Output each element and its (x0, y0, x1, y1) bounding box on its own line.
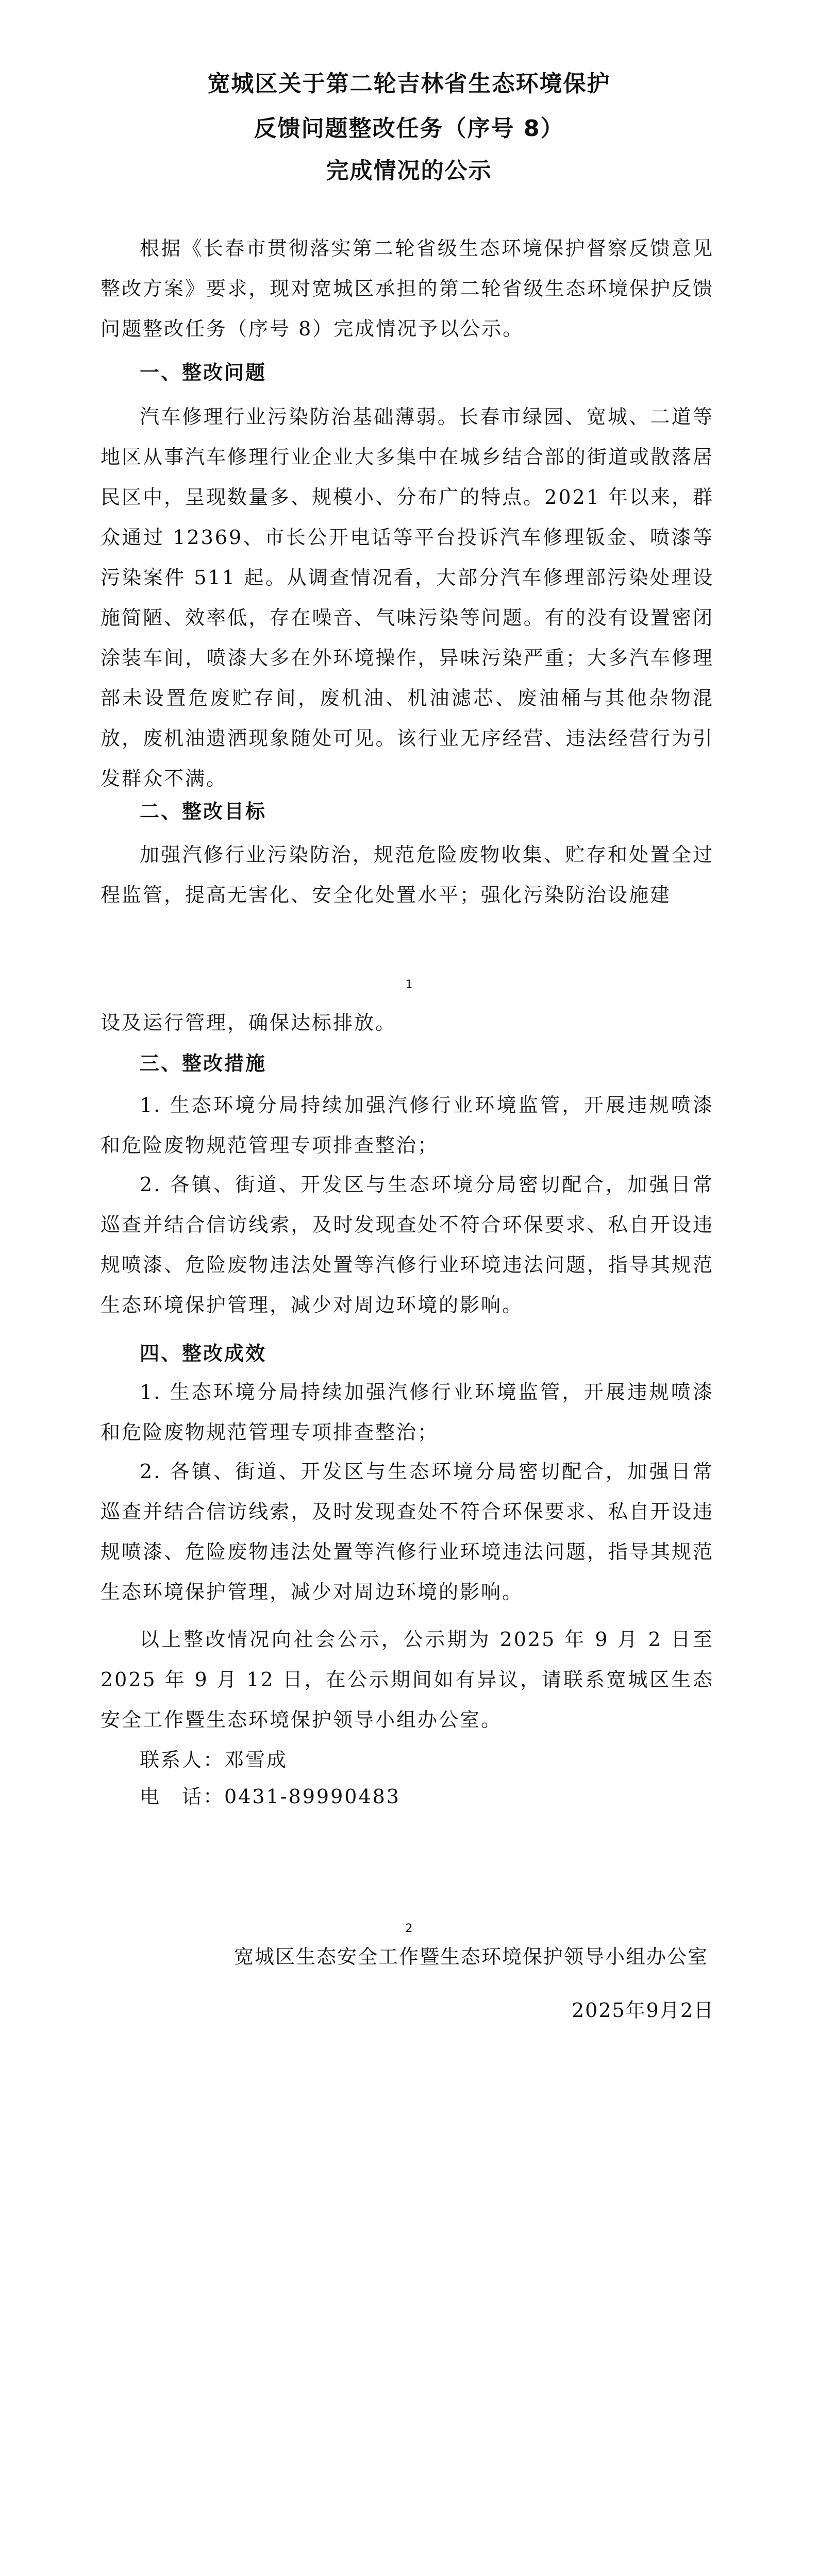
intro-paragraph: 根据《长春市贯彻落实第二轮省级生态环境保护督察反馈意见整改方案》要求，现对宽城区承担的第二轮省级生态环境保护反馈问题整改任务（序号 8）完成情况予以公示。 (101, 237, 714, 340)
contact-person-label: 联系人： (140, 1749, 225, 1771)
contact-phone-number: 0431-89990483 (224, 1785, 400, 1808)
results-item-1: 1. 生态环境分局持续加强汽修行业环境监管，开展违规喷漆和危险废物规范管理专项排查整治； (101, 1381, 714, 1444)
contact-person-name: 邓雪成 (224, 1749, 288, 1771)
contact-phone-label: 电 话： (140, 1785, 225, 1808)
document-title-line-1: 宽城区关于第二轮吉林省生态环境保护 (207, 71, 611, 97)
closing-paragraph: 以上整改情况向社会公示，公示期为 2025 年 9 月 2 日至 2025 年 9 月 12 日，在公示期间如有异议，请联系宽城区生态安全工作暨生态环境保护领导小组办公室。 (101, 1628, 714, 1731)
results-item-2: 2. 各镇、街道、开发区与生态环境分局密切配合，加强日常巡查并结合信访线索，及时发现查处不符合环保要求、私自开设违规喷漆、危险废物违法处置等汽修行业环境违法问题，指导其规范生态环境保护管理，减少对周边环境的影响。 (101, 1460, 714, 1603)
section-heading-goal: 二、整改目标 (140, 800, 267, 823)
page-number-1: 1 (405, 978, 413, 991)
measures-item-1: 1. 生态环境分局持续加强汽修行业环境监管，开展违规喷漆和危险废物规范管理专项排查整治； (101, 1094, 714, 1157)
section-heading-problem: 一、整改问题 (140, 361, 267, 384)
page-number-2: 2 (405, 1922, 413, 1935)
goal-paragraph: 加强汽修行业污染防治，规范危险废物收集、贮存和处置全过程监管，提高无害化、安全化处置水平；强化污染防治设施建 (101, 843, 714, 906)
measures-item-2: 2. 各镇、街道、开发区与生态环境分局密切配合，加强日常巡查并结合信访线索，及时发现查处不符合环保要求、私自开设违规喷漆、危险废物违法处置等汽修行业环境违法问题，指导其规范生态环境保护管理，减少对周边环境的影响。 (101, 1173, 714, 1316)
contact-person (140, 1744, 288, 1775)
document-title-line-3: 完成情况的公示 (326, 158, 492, 184)
signature-organization: 宽城区生态安全工作暨生态环境保护领导小组办公室 (233, 1945, 708, 1968)
section-heading-measures: 三、整改措施 (140, 1052, 267, 1075)
contact-phone (140, 1781, 400, 1812)
problem-paragraph: 汽车修理行业污染防治基础薄弱。长春市绿园、宽城、二道等地区从事汽车修理行业企业大多集中在城乡结合部的街道或散落居民区中，呈现数量多、规模小、分布广的特点。2021 年以来，群众通过 12369、市长公开电话等平台投诉汽车修理钣金、喷漆等污染案件 511 起。从调查情况看，大部分汽车修理部污染处理设施简陋、效率低，存在噪音、气味污染等问题。有的没有设置密闭涂装车间，喷漆大多在外环境操作，异味污染严重；大多汽车修理部未设置危废贮存间，废机油、机油滤芯、废油桶与其他杂物混放，废机油遗洒现象随处可见。该行业无序经营、违法经营行为引发群众不满。 (101, 405, 714, 790)
signature-date: 2025年9月2日 (571, 1999, 714, 2022)
document-title-line-2: 反馈问题整改任务（序号 8） (254, 115, 564, 142)
section-heading-results: 四、整改成效 (140, 1342, 267, 1365)
goal-paragraph-continued: 设及运行管理，确保达标排放。 (101, 1011, 397, 1034)
